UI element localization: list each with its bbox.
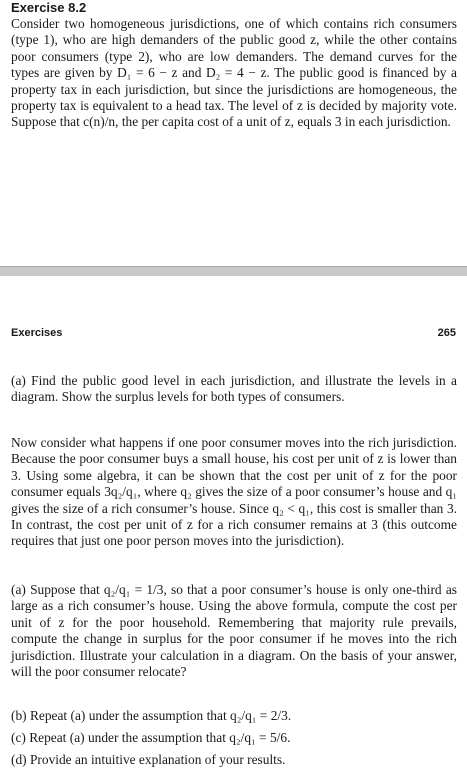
part-a-paragraph: (a) Find the public good level in each jurisdiction, and illustrate the levels in a diagram. Show the surplus levels for both types of consumers. [11,373,457,405]
running-header-section: Exercises [11,327,63,339]
scenario-paragraph: Now consider what happens if one poor consumer moves into the rich jurisdiction. Because the poor consumer buys a small house, his cost per unit of z is lower than 3. Using some algebra, it can be shown that the cost per unit of z for the poor consumer equals 3q₂/q₁, where q₂ gives the size of a poor consumer’s house and q₁ gives the size of a rich consumer’s house. Since q₂ < q₁, this cost is smaller than 3. In contrast, the cost per unit of z for a rich consumer remains at 3 (this outcome requires that just one poor person moves into the jurisdiction). [11,435,457,549]
question-c: (c) Repeat (a) under the assumption that q₂/q₁ = 5/6. [11,730,291,745]
exercise-title: Exercise 8.2 [11,0,87,15]
exercise-intro-paragraph: Consider two homogeneous jurisdictions, one of which contains rich consumers (type 1), who are high demanders of the public good z, while the other contains poor consumers (type 2), who are low demanders. The demand curves for the types are given by D₁ = 6 − z and D₂ = 4 − z. The public good is financed by a property tax in each jurisdiction, but since the jurisdictions are homogeneous, the property tax is equivalent to a head tax. The level of z is decided by majority vote. Suppose that c(n)/n, the per capita cost of a unit of z, equals 3 in each jurisdiction. [11,16,457,130]
question-a-paragraph: (a) Suppose that q₂/q₁ = 1/3, so that a poor consumer’s house is only one-third as large as a rich consumer’s house. Using the above formula, compute the cost per unit of z for the poor household. Remembering that majority rule prevails, compute the change in surplus for the poor consumer if he moves into the rich jurisdiction. Illustrate your calculation in a diagram. On the basis of your answer, will the poor consumer relocate? [11,582,457,680]
page-divider [0,267,467,276]
page-number: 265 [437,327,456,339]
question-b: (b) Repeat (a) under the assumption that q₂/q₁ = 2/3. [11,708,292,723]
question-d: (d) Provide an intuitive explanation of your results. [11,752,286,767]
